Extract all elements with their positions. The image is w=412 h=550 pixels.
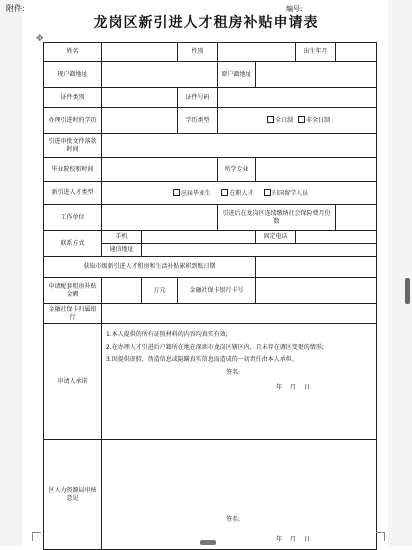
label-subsidy-amount: 申请配套租房补贴金额 xyxy=(44,278,102,304)
cell-employer-value[interactable] xyxy=(102,205,218,231)
cell-id-number-value[interactable] xyxy=(218,88,377,108)
checkbox-graduate[interactable] xyxy=(173,189,180,196)
cell-pledge-text xyxy=(102,324,377,440)
page-corner-mark-right xyxy=(376,532,385,541)
label-mobile: 手机 xyxy=(102,231,142,244)
row-id xyxy=(44,88,377,108)
label-card-bank: 金融社保卡归属银行 xyxy=(44,304,102,324)
label-name: 姓名 xyxy=(44,43,102,62)
label-hr-review: 区人力资源局审核意见 xyxy=(44,440,102,550)
option-graduate: 应届毕业生 xyxy=(180,189,211,197)
cell-mobile-value[interactable] xyxy=(142,231,256,244)
row-subsidy-amount xyxy=(44,278,377,304)
row-pledge xyxy=(44,324,377,440)
label-pledge: 申请人承诺 xyxy=(44,324,102,440)
label-employer: 工作单位 xyxy=(44,205,102,231)
form-title: 龙岗区新引进人才租房补贴申请表 xyxy=(93,15,319,31)
cell-hr-review-value[interactable] xyxy=(102,440,377,550)
label-contact: 联系方式 xyxy=(44,231,102,257)
cell-household-address-value[interactable] xyxy=(102,62,218,88)
row-hr-review xyxy=(44,440,377,550)
cell-graduate-school-value[interactable] xyxy=(102,158,218,182)
label-birth: 出生年月 xyxy=(296,43,336,62)
pledge-signature-label: 签名: xyxy=(226,368,241,376)
cell-birth-value[interactable] xyxy=(336,43,377,62)
table-move-handle-icon[interactable]: ✥ xyxy=(36,34,44,44)
option-employed: 在职人才 xyxy=(229,189,254,197)
option-full-time: 全日制 xyxy=(275,117,294,125)
cell-mail-address-value[interactable] xyxy=(142,244,377,257)
cell-card-bank-value[interactable] xyxy=(102,304,377,324)
label-prev-household-address: 原户籍地址 xyxy=(218,62,256,88)
cell-social-insurance-value[interactable] xyxy=(336,205,377,231)
cell-prev-household-address-value[interactable] xyxy=(256,62,377,88)
row-approval-time xyxy=(44,134,377,158)
side-resize-handle[interactable] xyxy=(405,278,410,304)
label-graduate-school: 毕业院校和时间 xyxy=(44,158,102,182)
row-school xyxy=(44,158,377,182)
checkbox-part-time[interactable] xyxy=(298,116,305,123)
application-form-table xyxy=(43,42,377,550)
page-corner-mark-left xyxy=(32,532,41,541)
pledge-item-3: 3.因提供虚假、伪造信息或隐瞒真实信息而造成的一切责任由本人承担。 xyxy=(106,356,298,363)
checkbox-full-time[interactable] xyxy=(267,116,274,123)
cell-talent-type-options xyxy=(102,182,377,205)
cell-id-type-value[interactable] xyxy=(102,88,178,108)
label-id-number: 证件号码 xyxy=(178,88,218,108)
cell-name-value[interactable] xyxy=(102,43,178,62)
cell-major-value[interactable] xyxy=(256,158,377,182)
pledge-date-label: 年 月 日 xyxy=(276,384,310,391)
review-signature-label: 签名: xyxy=(226,516,241,523)
cell-other-subsidy-value[interactable] xyxy=(256,257,377,278)
label-unit-yuan: 万元 xyxy=(142,278,178,304)
cell-degree-type-options xyxy=(218,108,377,134)
row-employer xyxy=(44,205,377,231)
label-landline: 固定电话 xyxy=(256,231,296,244)
pledge-item-1: 1.本人提供的所有证照材料的内容均真实有效; xyxy=(106,331,228,338)
cell-landline-value[interactable] xyxy=(296,231,377,244)
label-other-subsidy: 获取市级新引进人才租房和生活补贴累积到账日期 xyxy=(44,257,256,278)
cell-bank-card-value[interactable] xyxy=(256,278,377,304)
row-card-bank xyxy=(44,304,377,324)
label-gender: 性别 xyxy=(178,43,218,62)
row-education xyxy=(44,108,377,134)
review-date-label: 年 月 日 xyxy=(276,535,310,543)
cell-education-value[interactable] xyxy=(102,108,178,134)
label-education-at-move: 办理引进时的学历 xyxy=(44,108,102,134)
option-part-time: 非全日制 xyxy=(305,117,330,125)
label-id-type: 证件类别 xyxy=(44,88,102,108)
label-bank-card: 金融社保卡银行卡号 xyxy=(178,278,256,304)
label-talent-type: 新引进人才类型 xyxy=(44,182,102,205)
row-talent-type xyxy=(44,182,377,205)
label-social-insurance: 引进后在龙岗区连续缴纳社会保险费月份数 xyxy=(218,205,336,231)
option-returnee: 归国留学人员 xyxy=(272,189,309,197)
checkbox-returnee[interactable] xyxy=(264,189,271,196)
attachment-label: 附件: xyxy=(6,4,25,13)
checkbox-employed[interactable] xyxy=(221,189,228,196)
label-major: 所学专业 xyxy=(218,158,256,182)
serial-number-label: 编号: xyxy=(286,5,303,13)
label-mail-address: 通信地址 xyxy=(102,244,142,257)
label-household-address: 现户籍地址 xyxy=(44,62,102,88)
cell-gender-value[interactable] xyxy=(218,43,296,62)
cell-approval-time-value[interactable] xyxy=(102,134,377,158)
page-scroll-indicator[interactable] xyxy=(200,540,216,545)
row-contact-phone xyxy=(44,231,377,244)
row-household xyxy=(44,62,377,88)
row-other-subsidy xyxy=(44,257,377,278)
label-approval-time: 引进审批文件落款时间 xyxy=(44,134,102,158)
cell-subsidy-amount-value[interactable] xyxy=(102,278,142,304)
label-degree-type: 学历类型 xyxy=(178,108,218,134)
pledge-item-2: 2.在办理人才引进后户籍所在地在深圳市龙岗区辖区内，且未存在调区变更的情形; xyxy=(106,343,324,351)
row-name xyxy=(44,43,377,62)
